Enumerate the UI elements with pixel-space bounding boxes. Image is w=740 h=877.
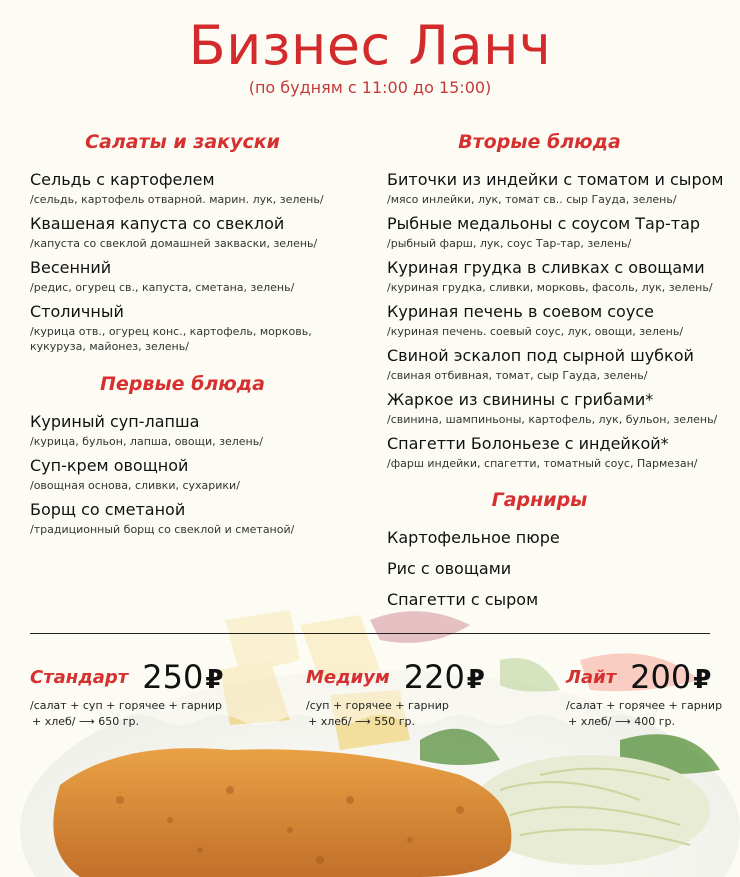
dish-name: Жаркое из свинины с грибами* bbox=[387, 390, 654, 409]
dish-description: /овощная основа, сливки, сухарики/ bbox=[30, 479, 240, 492]
garnish-item: Рис с овощами bbox=[387, 559, 512, 578]
dish-name: Спагетти Болоньезе с индейкой* bbox=[387, 434, 669, 453]
list-item bbox=[387, 258, 727, 295]
dish-description: /рыбный фарш, лук, соус Тар-тар, зелень/ bbox=[387, 237, 632, 250]
dish-description: /фарш индейки, спагетти, томатный соус, Пармезан/ bbox=[387, 457, 698, 470]
list-item bbox=[387, 170, 727, 207]
list-item bbox=[387, 434, 727, 471]
section-title-salads: Салаты и закуски bbox=[85, 131, 280, 153]
dish-name: Биточки из индейки с томатом и сыром bbox=[387, 170, 724, 189]
list-item bbox=[387, 214, 727, 251]
list-item bbox=[387, 346, 727, 383]
dish-description: /курица отв., огурец конс., картофель, морковь, кукуруза, майонез, зелень/ bbox=[30, 325, 312, 353]
combo-description: /салат + суп + горячее + гарнир + хлеб/ ⟶ 650 гр. bbox=[30, 699, 223, 728]
dish-name: Куриная печень в соевом соусе bbox=[387, 302, 654, 321]
dish-description: /редис, огурец св., капуста, сметана, зелень/ bbox=[30, 281, 295, 294]
menu-title: Бизнес Ланч bbox=[188, 14, 552, 77]
list-item bbox=[30, 170, 350, 207]
dish-name: Весенний bbox=[30, 258, 112, 277]
combo-price: 220₽ bbox=[403, 658, 485, 696]
dish-name: Сельдь с картофелем bbox=[30, 170, 215, 189]
list-item bbox=[30, 258, 350, 295]
dish-name: Куриная грудка в сливках с овощами bbox=[387, 258, 705, 277]
combo-light bbox=[566, 658, 722, 730]
combo-medium bbox=[306, 658, 485, 730]
dish-description: /мясо инлейки, лук, томат св.. сыр Гауда, зелень/ bbox=[387, 193, 677, 206]
garnish-item: Картофельное пюре bbox=[387, 528, 560, 547]
dish-name: Рыбные медальоны с соусом Тар-тар bbox=[387, 214, 701, 233]
section-title-garnish: Гарниры bbox=[491, 489, 588, 511]
list-item bbox=[30, 500, 350, 537]
combo-standard bbox=[30, 658, 223, 730]
combo-name: Стандарт bbox=[30, 666, 129, 688]
list-item bbox=[30, 412, 350, 449]
garnish-item: Спагетти с сыром bbox=[387, 590, 539, 609]
dish-name: Куриный суп-лапша bbox=[30, 412, 200, 431]
dish-description: /куриная печень. соевый соус, лук, овощи, зелень/ bbox=[387, 325, 684, 338]
dish-description: /свиная отбивная, томат, сыр Гауда, зелень/ bbox=[387, 369, 648, 382]
section-title-first-courses: Первые блюда bbox=[100, 373, 265, 395]
combo-price: 250₽ bbox=[142, 658, 224, 696]
list-item bbox=[387, 390, 727, 427]
dish-name: Квашеная капуста со свеклой bbox=[30, 214, 285, 233]
dish-name: Суп-крем овощной bbox=[30, 456, 189, 475]
list-item bbox=[30, 302, 330, 354]
dish-description: /куриная грудка, сливки, морковь, фасоль, лук, зелень/ bbox=[387, 281, 713, 294]
dish-description: /капуста со свеклой домашней закваски, зелень/ bbox=[30, 237, 318, 250]
combo-name: Медиум bbox=[306, 666, 390, 688]
dish-description: /сельдь, картофель отварной. марин. лук, зелень/ bbox=[30, 193, 324, 206]
divider bbox=[30, 633, 710, 634]
dish-name: Борщ со сметаной bbox=[30, 500, 186, 519]
dish-description: /традиционный борщ со свеклой и сметаной/ bbox=[30, 523, 295, 536]
list-item bbox=[30, 456, 350, 493]
dish-name: Столичный bbox=[30, 302, 124, 321]
combo-price: 200₽ bbox=[630, 658, 712, 696]
combo-description: /салат + горячее + гарнир + хлеб/ ⟶ 400 гр. bbox=[566, 699, 723, 728]
dish-description: /курица, бульон, лапша, овощи, зелень/ bbox=[30, 435, 263, 448]
list-item bbox=[387, 302, 727, 339]
section-title-second-courses: Вторые блюда bbox=[458, 131, 621, 153]
menu-subtitle: (по будням с 11:00 до 15:00) bbox=[248, 78, 492, 97]
dish-description: /свинина, шампиньоны, картофель, лук, бульон, зелень/ bbox=[387, 413, 718, 426]
dish-name: Свиной эскалоп под сырной шубкой bbox=[387, 346, 694, 365]
food-photo bbox=[0, 600, 740, 877]
combo-description: /суп + горячее + гарнир + хлеб/ ⟶ 550 гр. bbox=[306, 699, 449, 728]
combo-name: Лайт bbox=[566, 666, 617, 688]
list-item bbox=[30, 214, 350, 251]
